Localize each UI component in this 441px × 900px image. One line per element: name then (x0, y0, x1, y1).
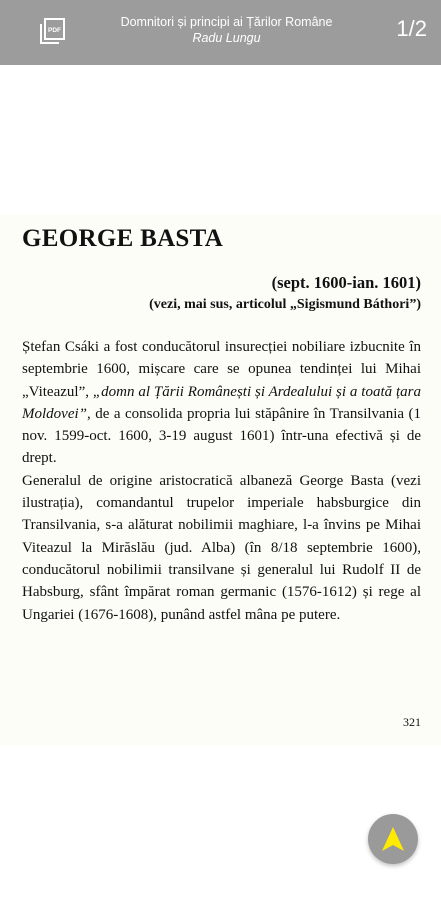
pdf-page (0, 215, 441, 745)
navigation-arrow-icon (381, 826, 405, 852)
paragraph-2: Generalul de origine aristocratică albaneză George Basta (vezi ilustrația), comandantul trupelor imperiale habsburgice din Transilvania, s-a alăturat nobilimii maghiare, l-a învins pe Mihai Viteazul la Mirăslău (jud. Alba) (în 8/18 septembrie 1600), conducătorul nobilimii transilvane și generalul lui Rudolf II de Habsburg, sfânt împărat roman germanic (1576-1612) și rege al Ungariei (1676-1608), punând astfel mâna pe putere. (22, 472, 421, 623)
document-title-block (92, 14, 361, 46)
navigation-fab-button[interactable] (368, 814, 418, 864)
article-heading: GEORGE BASTA (22, 225, 224, 252)
document-title: Domnitori și principi ai Țărilor Române (120, 15, 333, 29)
reign-dates: (sept. 1600-ian. 1601) (271, 273, 421, 292)
top-app-bar (0, 0, 441, 65)
paragraph-1 (22, 336, 421, 470)
page-indicator: 1/2 (396, 16, 427, 41)
article-body (22, 336, 421, 626)
paragraph-1-text: Ștefan Csáki a fost conducătorul insurecției nobiliare izbucnite în septembrie 1600, mișcare care se opunea tendinței lui Mihai „Viteazul”, (22, 339, 421, 400)
pdf-icon[interactable] (38, 17, 66, 45)
see-also-note: (vezi, mai sus, articolul „Sigismund Báthori”) (149, 297, 421, 312)
svg-text:PDF: PDF (48, 27, 61, 34)
paragraph-1-quote: „domn al Țării Românești și Ardealului și a toată țara Moldovei” (22, 383, 421, 422)
paragraph-1-text-end: , de a consolida propria lui stăpânire în Transilvania (1 nov. 1599-oct. 1600, 3-19 august 1601) într-una efectivă și de drept. (22, 405, 421, 467)
page-number: 321 (403, 715, 421, 729)
document-author: Radu Lungu (192, 31, 261, 45)
